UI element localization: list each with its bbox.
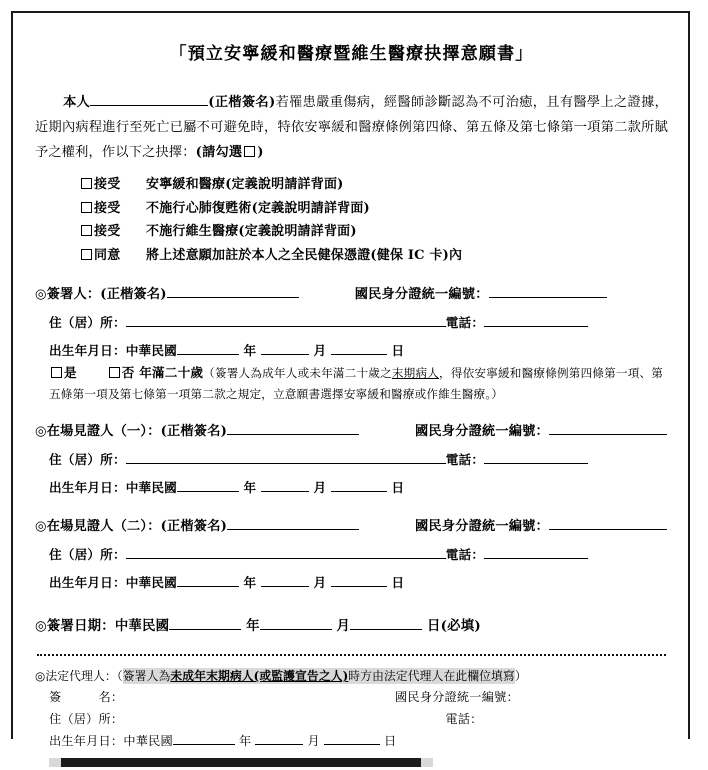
signer-birth-month-blank[interactable] xyxy=(261,354,309,355)
witness-1-month-unit: 月 xyxy=(313,480,327,495)
witness-1-address-label: 住（居）所： xyxy=(49,452,126,467)
sign-date-day-unit: 日(必填) xyxy=(427,618,481,634)
witness-2-signature-blank[interactable] xyxy=(227,529,359,530)
age-note-open: （簽署人為成年人或未年滿二十歲之 xyxy=(203,366,392,380)
signer-section xyxy=(35,284,668,404)
witness-1-birth-row xyxy=(35,477,668,499)
checkbox-icon-option-1[interactable] xyxy=(81,178,92,189)
check-instruction-suffix: ) xyxy=(257,145,264,160)
witness-1-tel-blank[interactable] xyxy=(484,463,588,464)
checkbox-icon-option-4[interactable] xyxy=(81,249,92,260)
witness-2-month-unit: 月 xyxy=(313,575,327,590)
sign-date-row xyxy=(35,614,668,638)
legal-rep-note-a: 簽署人為 xyxy=(122,669,171,683)
witness-2-birth-year-blank[interactable] xyxy=(177,586,239,587)
legal-rep-birth-row xyxy=(35,730,668,752)
signer-label: ◎簽署人： xyxy=(35,287,101,302)
checkbox-icon-age-yes[interactable] xyxy=(51,367,62,378)
witness-2-label: ◎在場見證人（二）： xyxy=(35,519,161,534)
document-frame xyxy=(11,11,690,748)
checkbox-icon-age-no[interactable] xyxy=(109,367,120,378)
witness-2-tel-blank[interactable] xyxy=(484,558,588,559)
witness-2-year-unit: 年 xyxy=(243,575,257,590)
intro-paragraph xyxy=(35,90,668,165)
legal-rep-name-label: 簽 名： xyxy=(49,690,124,704)
signer-tel-blank[interactable] xyxy=(484,326,588,327)
witness-2-address-label: 住（居）所： xyxy=(49,547,126,562)
option-2-action: 接受 xyxy=(94,200,121,216)
legal-rep-year-unit: 年 xyxy=(238,734,252,748)
legal-rep-tel-label: 電話： xyxy=(445,712,483,726)
option-row-4[interactable] xyxy=(35,244,668,268)
witness-2-header-row xyxy=(35,516,668,538)
clipped-highlight-right xyxy=(421,758,433,767)
sign-date-year-blank[interactable] xyxy=(169,629,241,630)
witness-1-header-row xyxy=(35,421,668,443)
option-row-3[interactable] xyxy=(35,220,668,244)
option-2-text: 不施行心肺復甦術(定義說明請詳背面) xyxy=(146,200,370,216)
signer-address-row xyxy=(35,312,668,334)
sign-date-label: ◎簽署日期：中華民國 xyxy=(35,618,170,634)
witness-1-address-blank[interactable] xyxy=(126,463,446,464)
legal-rep-note-suffix: ） xyxy=(514,669,527,683)
witness-1-id-label: 國民身分證統一編號： xyxy=(415,424,549,439)
signer-signature-blank[interactable] xyxy=(167,297,299,298)
witness-2-address-row xyxy=(35,544,668,566)
checkbox-icon-option-2[interactable] xyxy=(81,202,92,213)
legal-rep-birth-year-blank[interactable] xyxy=(173,744,235,745)
legal-rep-highlight xyxy=(123,668,515,684)
witness-1-address-row xyxy=(35,449,668,471)
witness-1-tel-label: 電話： xyxy=(445,452,485,467)
signer-address-blank[interactable] xyxy=(126,326,446,327)
option-4-action: 同意 xyxy=(94,247,121,263)
witness-2-birth-row xyxy=(35,572,668,594)
witness-1-birth-month-blank[interactable] xyxy=(261,491,309,492)
signer-id-label: 國民身分證統一編號： xyxy=(354,287,489,302)
legal-rep-header-row xyxy=(35,666,668,686)
clipped-highlight-left xyxy=(49,758,61,767)
legal-rep-month-unit: 月 xyxy=(307,734,320,748)
sign-date-month-unit: 月 xyxy=(336,618,351,634)
option-row-1[interactable] xyxy=(35,173,668,197)
intro-signature-note: (正楷簽名) xyxy=(208,95,276,110)
witness-1-id-blank[interactable] xyxy=(549,434,667,435)
option-row-2[interactable] xyxy=(35,197,668,221)
legal-rep-section xyxy=(35,666,668,760)
age-yes-label: 是 xyxy=(64,365,77,380)
legal-rep-note-b: 時方由法定代理人在此欄位填寫 xyxy=(348,669,515,683)
signer-birth-day-blank[interactable] xyxy=(331,354,387,355)
signer-birth-row xyxy=(35,340,668,362)
age-note-underlined-term: 末期病人 xyxy=(391,366,440,380)
witness-2-id-label: 國民身分證統一編號： xyxy=(415,519,549,534)
legal-rep-clipped-row xyxy=(35,752,668,760)
option-1-action: 接受 xyxy=(94,177,121,192)
legal-rep-note-emphasis: 未成年末期病人(或監護宣告之人) xyxy=(170,669,349,683)
signer-address-label: 住（居）所： xyxy=(49,315,126,330)
signer-birth-year-blank[interactable] xyxy=(177,354,239,355)
legal-rep-address-row xyxy=(35,708,668,730)
intro-body-text: 若罹患嚴重傷病，經醫師診斷認為不可治癒，且有醫學上之證據，近期內病程進行至死亡已屬不可避免時，特依安寧緩和醫療條例第四條、第五條及第七條第一項第二款所賦予之權利，作以下之抉擇： xyxy=(35,95,668,160)
page-title: 「預立安寧緩和醫療暨維生醫療抉擇意願書」 xyxy=(169,44,534,64)
legal-rep-birth-day-blank[interactable] xyxy=(324,744,380,745)
checkbox-icon-sample xyxy=(244,146,255,157)
witness-1-day-unit: 日 xyxy=(391,480,405,495)
witness-2-section xyxy=(35,516,668,594)
legal-rep-name-row xyxy=(35,686,668,708)
signer-birth-label: 出生年月日：中華民國 xyxy=(49,343,177,358)
legal-rep-day-unit: 日 xyxy=(384,734,397,748)
signer-name-blank[interactable] xyxy=(90,105,208,106)
witness-2-birth-month-blank[interactable] xyxy=(261,586,309,587)
clipped-redacted-block xyxy=(61,758,421,767)
witness-2-birth-day-blank[interactable] xyxy=(331,586,387,587)
intro-lead-label: 本人 xyxy=(63,95,91,110)
age-no-label: 否 xyxy=(121,365,135,380)
legal-rep-birth-label: 出生年月日：中華民國 xyxy=(49,734,173,748)
witness-1-signature-blank[interactable] xyxy=(227,434,359,435)
option-3-action: 接受 xyxy=(94,224,121,239)
sign-date-day-blank[interactable] xyxy=(350,629,422,630)
witness-1-year-unit: 年 xyxy=(243,480,257,495)
section-divider xyxy=(37,654,666,656)
signer-day-unit: 日 xyxy=(391,343,405,358)
witness-2-birth-label: 出生年月日：中華民國 xyxy=(49,575,177,590)
sign-date-month-blank[interactable] xyxy=(260,629,332,630)
signer-header-row xyxy=(35,284,668,306)
witness-1-birth-day-blank[interactable] xyxy=(331,491,387,492)
signer-age-row xyxy=(35,362,668,404)
witness-1-birth-label: 出生年月日：中華民國 xyxy=(49,480,177,495)
option-1-text: 安寧緩和醫療(定義說明請詳背面) xyxy=(146,177,344,192)
witness-2-address-blank[interactable] xyxy=(126,558,446,559)
witness-1-label: ◎在場見證人（一）： xyxy=(35,424,161,439)
witness-2-tel-label: 電話： xyxy=(445,547,485,562)
option-4-text: 將上述意願加註於本人之全民健保憑證(健保 IC 卡)內 xyxy=(146,247,463,263)
signer-month-unit: 月 xyxy=(313,343,327,358)
checkbox-icon-option-3[interactable] xyxy=(81,225,92,236)
option-list xyxy=(35,173,668,267)
check-instruction-prefix: (請勾選 xyxy=(195,145,243,160)
signer-signature-note: (正楷簽名) xyxy=(100,287,167,302)
legal-rep-birth-month-blank[interactable] xyxy=(255,744,303,745)
witness-1-signature-note: (正楷簽名) xyxy=(160,424,228,439)
witness-2-id-blank[interactable] xyxy=(549,529,667,530)
age-threshold-label: 年滿二十歲 xyxy=(139,365,204,380)
legal-rep-address-label: 住（居）所： xyxy=(49,712,124,726)
witness-1-section xyxy=(35,421,668,499)
signer-tel-label: 電話： xyxy=(445,315,485,330)
legal-rep-label: ◎法定代理人：（ xyxy=(35,669,123,683)
age-note-rest: ，得依安寧緩和醫療條例第四條第一項、第五條第一項及第七條第一項第二款之規定，立意願書選擇安寧緩和醫療或作維生醫療。） xyxy=(49,366,664,401)
legal-rep-id-label: 國民身分證統一編號： xyxy=(395,690,519,704)
signer-id-blank[interactable] xyxy=(489,297,607,298)
witness-1-birth-year-blank[interactable] xyxy=(177,491,239,492)
sign-date-year-unit: 年 xyxy=(246,618,260,634)
signer-year-unit: 年 xyxy=(243,343,257,358)
witness-2-day-unit: 日 xyxy=(391,575,405,590)
witness-2-signature-note: (正楷簽名) xyxy=(160,519,228,534)
option-3-text: 不施行維生醫療(定義說明請詳背面) xyxy=(146,224,357,239)
